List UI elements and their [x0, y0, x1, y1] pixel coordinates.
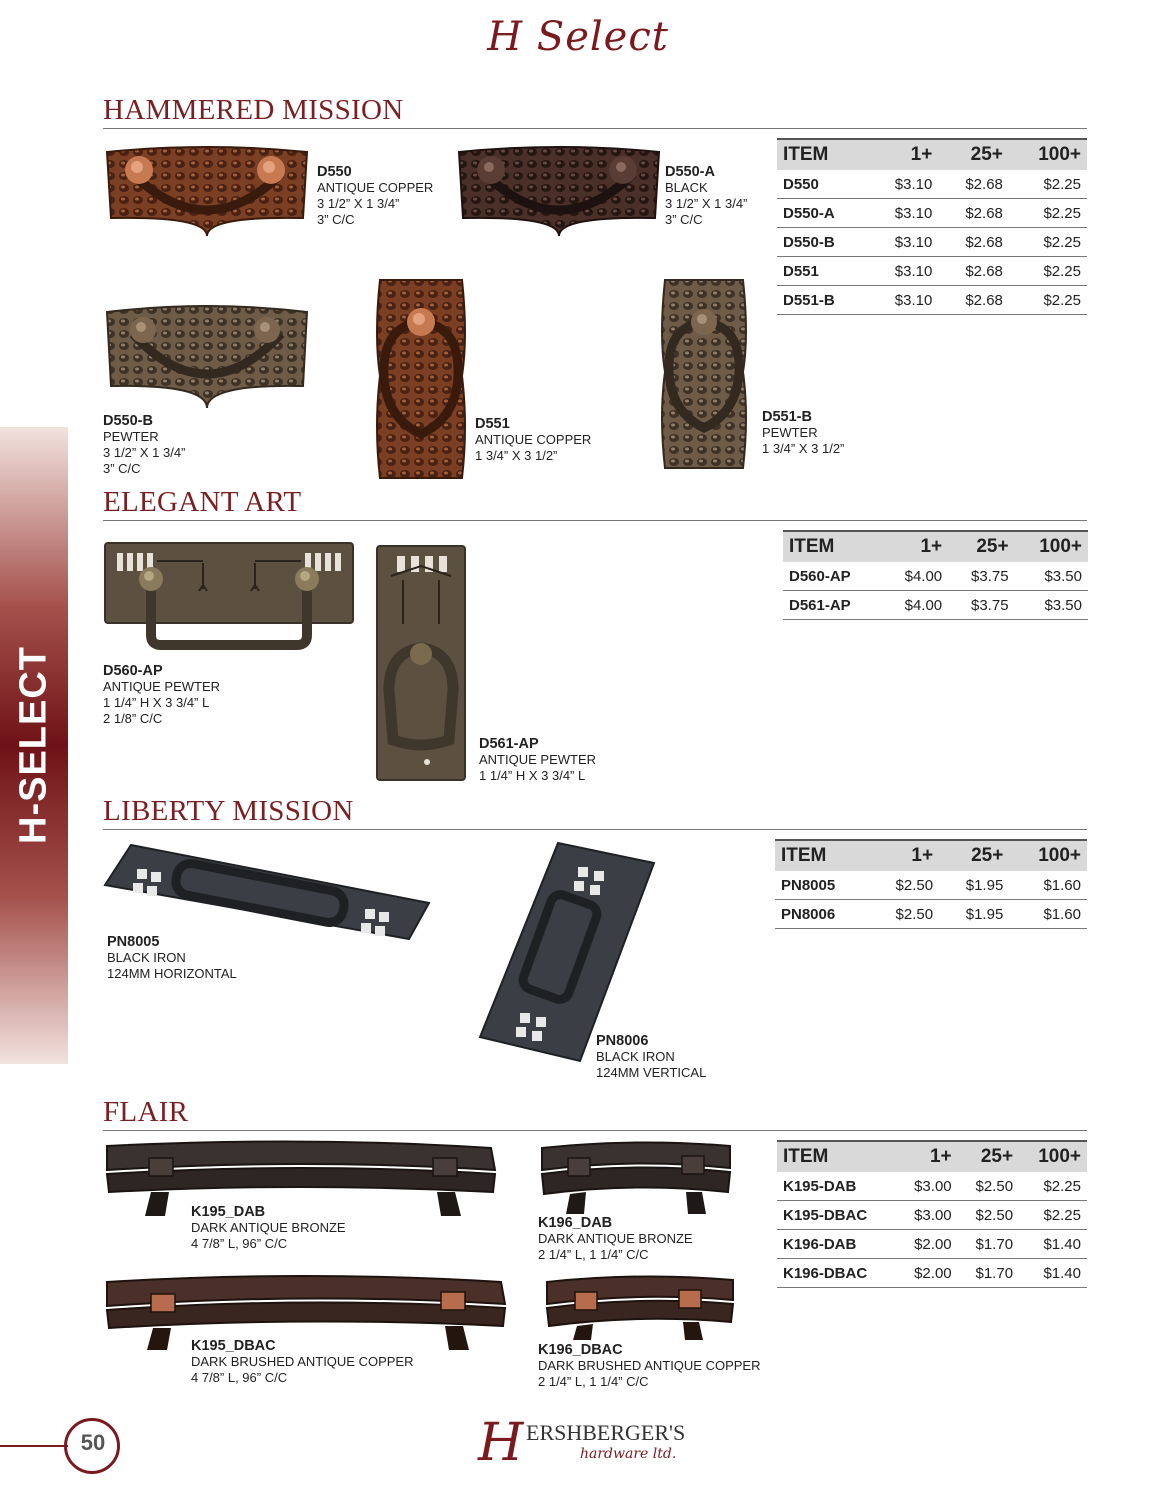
cell-item: PN8006 [775, 900, 869, 929]
product-label-k196-dbac [538, 1342, 761, 1390]
brand-logo [476, 1412, 696, 1472]
product-image-d550 [103, 146, 311, 238]
product-finish: BLACK [665, 180, 708, 195]
cell-item: D561-AP [783, 591, 882, 620]
table-row [777, 1172, 1087, 1201]
column-header-qty-1: 1+ [869, 840, 939, 871]
table-row [777, 228, 1087, 257]
product-dimensions: 124MM HORIZONTAL [107, 966, 237, 981]
product-image-k196-dbac [543, 1270, 737, 1342]
cell-price-25: $3.75 [948, 562, 1014, 591]
column-header-qty-25: 25+ [958, 1141, 1019, 1172]
product-label-d550 [317, 164, 433, 228]
column-header-qty-100: 100+ [1015, 531, 1088, 562]
product-code: PN8005 [107, 934, 160, 950]
product-label-k195-dab [191, 1204, 346, 1252]
table-row [777, 1259, 1087, 1288]
logo-initial: H [478, 1413, 524, 1472]
cell-price-25: $2.50 [958, 1201, 1019, 1230]
product-code: PN8006 [596, 1033, 649, 1049]
cell-item: K196-DAB [777, 1230, 896, 1259]
product-center: 3” C/C [665, 212, 703, 227]
cell-price-25: $2.68 [938, 286, 1009, 315]
table-row [777, 1201, 1087, 1230]
cell-item: K196-DBAC [777, 1259, 896, 1288]
table-row [777, 286, 1087, 315]
cell-price-100: $2.25 [1009, 199, 1087, 228]
section-divider [103, 520, 1087, 521]
cell-price-25: $2.68 [938, 257, 1009, 286]
product-image-d550-b [103, 304, 311, 410]
cell-item: D550 [777, 170, 868, 199]
product-dimensions: 4 7/8” L, 96” C/C [191, 1236, 288, 1251]
section-title-liberty-mission: LIBERTY MISSION [103, 795, 354, 827]
price-table-hammered-mission [777, 138, 1087, 315]
cell-price-25: $1.95 [939, 900, 1009, 929]
cell-price-25: $1.70 [958, 1230, 1019, 1259]
product-image-d561-ap [375, 544, 467, 784]
page-number: 50 [80, 1430, 106, 1455]
product-dimensions: 1 3/4” X 3 1/2” [762, 441, 845, 456]
table-row [777, 257, 1087, 286]
column-header-qty-1: 1+ [896, 1141, 957, 1172]
cell-item: D551-B [777, 286, 868, 315]
logo-subtitle: hardware ltd. [580, 1446, 677, 1462]
column-header-qty-1: 1+ [882, 531, 948, 562]
column-header-qty-25: 25+ [948, 531, 1014, 562]
product-image-d551 [370, 276, 472, 482]
column-header-item: ITEM [775, 840, 869, 871]
product-finish: BLACK IRON [107, 950, 186, 965]
cell-price-1: $2.00 [896, 1259, 957, 1288]
table-row [777, 170, 1087, 199]
product-label-pn8005 [107, 934, 237, 982]
table-row [775, 871, 1087, 900]
cell-price-25: $2.68 [938, 228, 1009, 257]
price-table-liberty-mission [775, 839, 1087, 929]
cell-price-25: $1.95 [939, 871, 1009, 900]
product-finish: ANTIQUE PEWTER [479, 752, 597, 767]
cell-item: D550-B [777, 228, 868, 257]
product-dimensions: 3 1/2” X 1 3/4” [317, 196, 400, 211]
logo-main: ERSHBERGER'S [526, 1420, 686, 1445]
cell-price-25: $2.50 [958, 1172, 1019, 1201]
product-label-k196-dab [538, 1215, 693, 1263]
product-label-d561-ap [479, 736, 596, 784]
column-header-item: ITEM [777, 1141, 896, 1172]
cell-item: D550-A [777, 199, 868, 228]
sidebar-label: H-SELECT [12, 646, 55, 844]
product-dimensions: 2 1/4” L, 1 1/4” C/C [538, 1247, 649, 1262]
product-code: D551-B [762, 409, 812, 425]
product-code: D550 [317, 164, 352, 180]
product-dimensions: 1 3/4” X 3 1/2” [475, 448, 558, 463]
cell-price-1: $2.50 [869, 871, 939, 900]
cell-price-1: $3.10 [868, 228, 939, 257]
column-header-qty-100: 100+ [1009, 139, 1087, 170]
product-label-d560-ap [103, 663, 220, 727]
product-image-d560-ap [103, 541, 355, 659]
product-label-pn8006 [596, 1033, 706, 1081]
cell-price-100: $3.50 [1015, 591, 1088, 620]
product-finish: BLACK IRON [596, 1049, 675, 1064]
product-finish: ANTIQUE COPPER [475, 432, 592, 447]
product-dimensions: 3 1/2” X 1 3/4” [103, 445, 186, 460]
section-title-elegant-art: ELEGANT ART [103, 486, 302, 518]
product-code: D561-AP [479, 736, 539, 752]
cell-item: D551 [777, 257, 868, 286]
cell-price-1: $4.00 [882, 562, 948, 591]
product-finish: DARK BRUSHED ANTIQUE COPPER [191, 1354, 414, 1369]
table-row [783, 562, 1088, 591]
column-header-qty-100: 100+ [1009, 840, 1087, 871]
cell-price-1: $3.10 [868, 170, 939, 199]
product-finish: DARK BRUSHED ANTIQUE COPPER [538, 1358, 761, 1373]
product-center: 3” C/C [103, 461, 141, 476]
column-header-item: ITEM [777, 139, 868, 170]
table-header-row [783, 531, 1088, 562]
cell-price-25: $3.75 [948, 591, 1014, 620]
product-label-d551 [475, 416, 591, 464]
product-dimensions: 3 1/2” X 1 3/4” [665, 196, 748, 211]
product-finish: PEWTER [762, 425, 818, 440]
section-title-hammered-mission: HAMMERED MISSION [103, 94, 404, 126]
column-header-item: ITEM [783, 531, 882, 562]
table-row [777, 1230, 1087, 1259]
product-label-d550-b [103, 413, 185, 477]
product-label-k195-dbac [191, 1338, 414, 1386]
product-dimensions: 2 1/4” L, 1 1/4” C/C [538, 1374, 649, 1389]
cell-item: K195-DBAC [777, 1201, 896, 1230]
product-center: 3” C/C [317, 212, 355, 227]
column-header-qty-100: 100+ [1019, 1141, 1087, 1172]
cell-price-1: $3.10 [868, 257, 939, 286]
section-divider [103, 1130, 1087, 1131]
table-header-row [775, 840, 1087, 871]
cell-item: D560-AP [783, 562, 882, 591]
cell-price-1: $2.50 [869, 900, 939, 929]
product-center: 2 1/8” C/C [103, 711, 163, 726]
product-code: D550-B [103, 413, 153, 429]
product-finish: DARK ANTIQUE BRONZE [538, 1231, 693, 1246]
table-row [783, 591, 1088, 620]
product-code: D551 [475, 416, 510, 432]
product-dimensions: 4 7/8” L, 96” C/C [191, 1370, 288, 1385]
cell-price-1: $3.10 [868, 286, 939, 315]
product-code: K196_DAB [538, 1215, 613, 1231]
product-code: D550-A [665, 164, 715, 180]
cell-price-1: $2.00 [896, 1230, 957, 1259]
section-divider [103, 829, 1087, 830]
section-divider [103, 128, 1087, 129]
product-label-d551-b [762, 409, 844, 457]
cell-price-100: $1.40 [1019, 1259, 1087, 1288]
column-header-qty-25: 25+ [938, 139, 1009, 170]
column-header-qty-25: 25+ [939, 840, 1009, 871]
section-title-flair: FLAIR [103, 1096, 189, 1128]
product-image-pn8006 [478, 841, 656, 1063]
product-finish: ANTIQUE COPPER [317, 180, 434, 195]
price-table-flair [777, 1140, 1087, 1288]
footer-rule [0, 1445, 68, 1447]
cell-price-100: $2.25 [1009, 228, 1087, 257]
page-title: H Select [487, 14, 669, 60]
cell-price-100: $2.25 [1009, 257, 1087, 286]
cell-price-25: $1.70 [958, 1259, 1019, 1288]
column-header-qty-1: 1+ [868, 139, 939, 170]
cell-price-25: $2.68 [938, 199, 1009, 228]
product-code: K196_DBAC [538, 1342, 623, 1358]
table-row [775, 900, 1087, 929]
cell-price-1: $3.10 [868, 199, 939, 228]
table-header-row [777, 1141, 1087, 1172]
cell-price-1: $3.00 [896, 1172, 957, 1201]
product-image-d550-a [455, 146, 663, 238]
product-image-pn8005 [103, 841, 433, 941]
cell-item: PN8005 [775, 871, 869, 900]
table-header-row [777, 139, 1087, 170]
cell-price-100: $2.25 [1009, 286, 1087, 315]
cell-price-100: $1.40 [1019, 1230, 1087, 1259]
product-finish: DARK ANTIQUE BRONZE [191, 1220, 346, 1235]
product-image-k196-dab [538, 1138, 734, 1216]
price-table-elegant-art [783, 530, 1088, 620]
cell-price-1: $4.00 [882, 591, 948, 620]
product-code: K195_DBAC [191, 1338, 276, 1354]
cell-price-100: $1.60 [1009, 900, 1087, 929]
product-dimensions: 124MM VERTICAL [596, 1065, 707, 1080]
cell-price-100: $1.60 [1009, 871, 1087, 900]
product-dimensions: 1 1/4” H X 3 3/4” L [103, 695, 210, 710]
cell-item: K195-DAB [777, 1172, 896, 1201]
cell-price-100: $3.50 [1015, 562, 1088, 591]
product-code: D560-AP [103, 663, 163, 679]
product-dimensions: 1 1/4” H X 3 3/4” L [479, 768, 586, 783]
cell-price-25: $2.68 [938, 170, 1009, 199]
cell-price-100: $2.25 [1019, 1201, 1087, 1230]
cell-price-1: $3.00 [896, 1201, 957, 1230]
cell-price-100: $2.25 [1009, 170, 1087, 199]
product-label-d550-a [665, 164, 747, 228]
product-finish: PEWTER [103, 429, 159, 444]
cell-price-100: $2.25 [1019, 1172, 1087, 1201]
product-image-d551-b [653, 276, 755, 472]
product-code: K195_DAB [191, 1204, 266, 1220]
product-finish: ANTIQUE PEWTER [103, 679, 221, 694]
table-row [777, 199, 1087, 228]
